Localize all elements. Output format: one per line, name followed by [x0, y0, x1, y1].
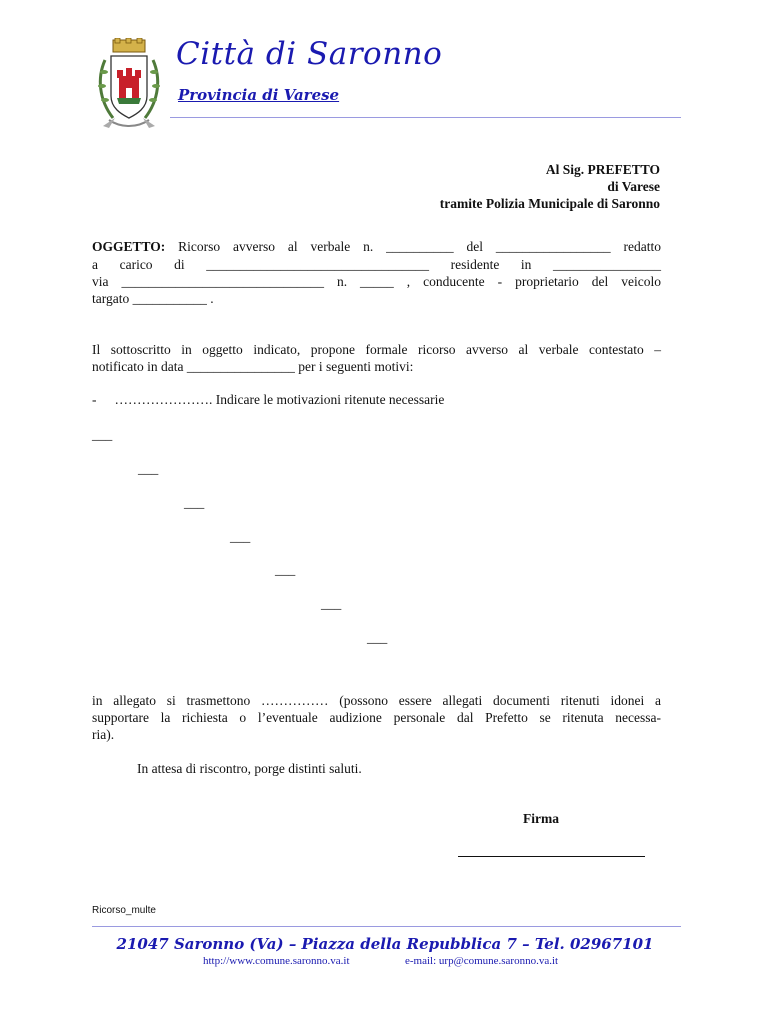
addressee-line-1: Al Sig. PREFETTO — [545, 162, 660, 177]
subject-line-3: via ______________________________ n. _____ , conducente - proprietario del veicolo — [92, 274, 661, 289]
subject-line-1 — [92, 239, 661, 255]
blank-line: ___ — [275, 562, 296, 577]
city-crest-icon — [95, 38, 163, 132]
motive-text: …………………. Indicare le motivazioni ritenute necessarie — [114, 392, 445, 407]
blank-line: ___ — [321, 596, 342, 611]
motive-item — [92, 392, 661, 408]
motive-bullet: - — [92, 392, 97, 407]
blank-line: ___ — [230, 529, 251, 544]
footer-address: 21047 Saronno (Va) – Piazza della Repubblica 7 – Tel. 02967101 — [116, 935, 654, 953]
signature-label: Firma — [523, 811, 559, 826]
subject-line-4: targato ___________ . — [92, 291, 214, 306]
document-code: Ricorso_multe — [92, 905, 156, 916]
body-line-2: notificato in data ________________ per i seguenti motivi: — [92, 359, 414, 374]
addressee-line-3: tramite Polizia Municipale di Saronno — [439, 196, 660, 211]
blank-line: ___ — [367, 630, 388, 645]
attachments-line-2: supportare la richiesta o l’eventuale audizione personale dal Prefetto se ritenuta necessa- — [92, 710, 661, 725]
letterhead-province: Provincia di Varese — [178, 86, 340, 104]
addressee-line-2: di Varese — [607, 179, 660, 194]
blank-line: ___ — [138, 461, 159, 476]
signature-line — [458, 856, 645, 857]
closing-greeting: In attesa di riscontro, porge distinti saluti. — [137, 761, 362, 776]
letterhead-city-name: Città di Saronno — [176, 36, 443, 72]
attachments-line-3: ria). — [92, 727, 115, 742]
footer-divider — [92, 926, 681, 927]
subject-line-2: a carico di _________________________________ residente in ________________ — [92, 257, 661, 272]
footer-email-link[interactable]: e-mail: urp@comune.saronno.va.it — [405, 955, 559, 967]
attachments-line-1: in allegato si trasmettono …………… (possono essere allegati documenti ritenuti idonei a — [92, 693, 661, 708]
subject-line-1-text: Ricorso avverso al verbale n. __________ del _________________ redatto — [178, 239, 662, 254]
blank-line: ___ — [184, 495, 205, 510]
header-divider — [170, 117, 681, 118]
footer-website-link[interactable]: http://www.comune.saronno.va.it — [203, 955, 350, 967]
subject-label: OGGETTO: — [92, 239, 166, 254]
body-line-1: Il sottoscritto in oggetto indicato, propone formale ricorso avverso al verbale contestato – — [92, 342, 661, 357]
blank-line: ___ — [92, 427, 113, 442]
